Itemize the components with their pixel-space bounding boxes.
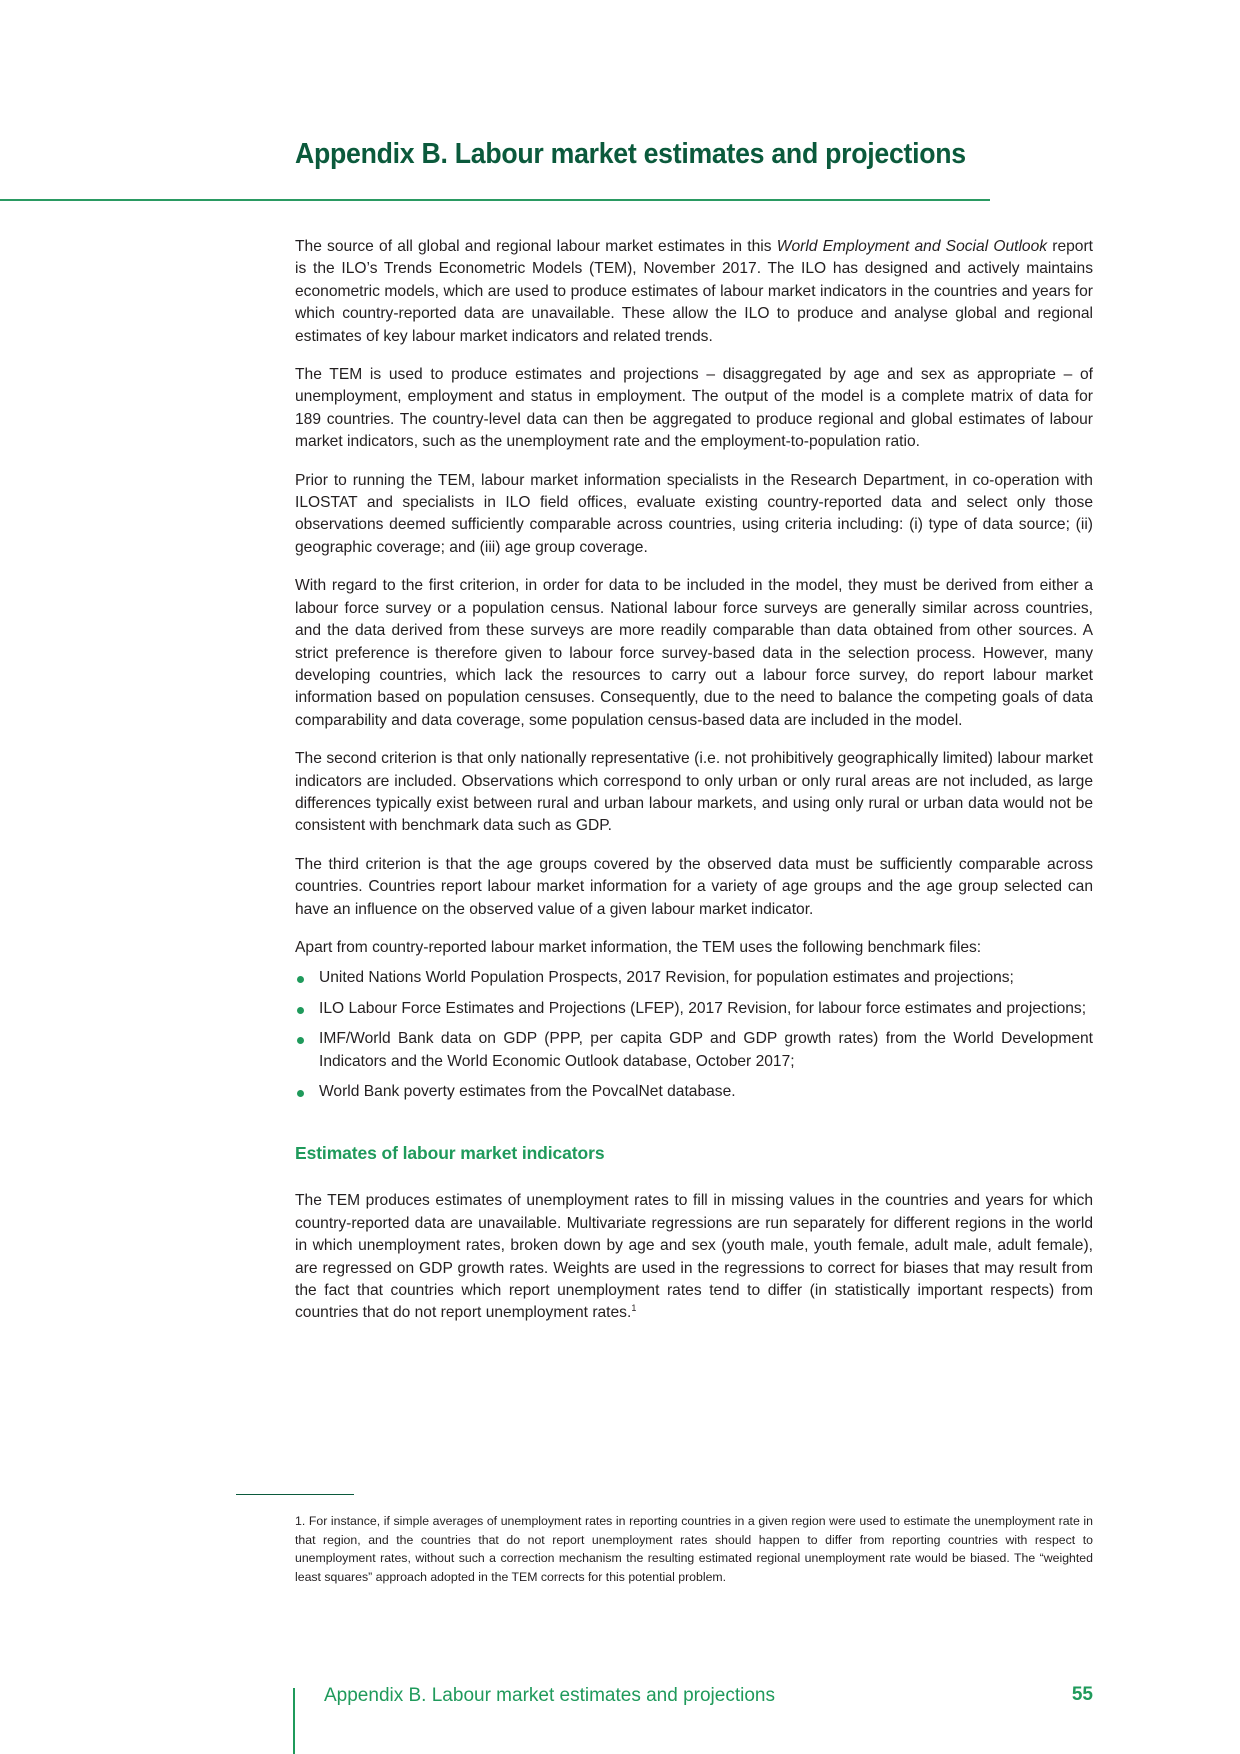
list-item-text: World Bank poverty estimates from the PovcalNet database. [319, 1083, 736, 1100]
list-item-text: United Nations World Population Prospects, 2017 Revision, for population estimates and projections; [319, 969, 1014, 987]
footnote: 1. For instance, if simple averages of unemployment rates in reporting countries in a given region were used to estimate the unemployment rate in that region, and the countries that do not report unemployment rates should happen to differ from reporting countries with respect to unemployment rates, without such a correction mechanism the resulting estimated regional unemployment rate would be biased. The “weighted least squares” approach adopted in the TEM corrects for this potential problem. [295, 1514, 1093, 1584]
list-item [295, 998, 1093, 1020]
list-item-text: ILO Labour Force Estimates and Projections (LFEP), 2017 Revision, for labour force estimates and projections; [319, 999, 1087, 1017]
title-divider [0, 199, 990, 201]
paragraph-second-criterion: The second criterion is that only nationally representative (i.e. not prohibitively geographically limited) labour market indicators are included. Observations which correspond to only urban or only rural areas are not included, as large differences typically exist between rural and urban labour markets, and using only rural or urban data would not be consistent with benchmark data such as GDP. [295, 750, 1093, 835]
paragraph-estimates-text: The TEM produces estimates of unemployment rates to fill in missing values in the countries and years for which country-reported data are unavailable. Multivariate regressions are run separately for different regions in the world in which unemployment rates, broken down by age and sex (youth male, youth female, adult male, adult female), are regressed on GDP growth rates. Weights are used in the regressions to correct for biases that may result from the fact that countries which report unemployment rates tend to differ (in statistically important respects) from countries that do not report unemployment rates. [295, 1192, 1093, 1322]
running-footer-title: Appendix B. Labour market estimates and projections [324, 1685, 775, 1706]
paragraph-intro [295, 236, 1093, 348]
paragraph-estimates [295, 1190, 1093, 1324]
paragraph-benchmark-intro: Apart from country-reported labour market information, the TEM uses the following benchmark files: [295, 938, 982, 956]
main-content [295, 236, 1093, 1341]
footer-divider [293, 1688, 295, 1754]
section-heading: Estimates of labour market indicators [295, 1143, 605, 1164]
page-number: 55 [1071, 1684, 1093, 1705]
paragraph-intro-text-end: report is the ILO’s Trends Econometric Models (TEM), November 2017. The ILO has designed and actively maintains econometric models, which are used to produce estimates of labour market indicators in the countries and years for which country-reported data are unavailable. These allow the ILO to produce and analyse global and regional estimates of key labour market indicators and related trends. [295, 238, 1093, 345]
bullet-icon [297, 1090, 304, 1097]
paragraph-first-criterion: With regard to the first criterion, in order for data to be included in the model, they must be derived from either a labour force survey or a population census. National labour force surveys are generally similar across countries, and the data derived from these surveys are more readily comparable than data obtained from other sources. A strict preference is therefore given to labour force survey-based data in the selection process. However, many developing countries, which lack the resources to carry out a labour force survey, do report labour market information based on population censuses. Consequently, due to the need to balance the competing goals of data comparability and data coverage, some population census-based data are included in the model. [295, 577, 1093, 729]
page-title: Appendix B. Labour market estimates and projections [295, 138, 966, 170]
list-item [295, 967, 1093, 989]
report-title-italic: World Employment and Social Outlook [776, 238, 1048, 255]
bullet-icon [297, 1007, 304, 1014]
benchmark-files-list [295, 967, 1093, 1103]
bullet-icon [297, 976, 304, 983]
footnote-divider [236, 1494, 354, 1495]
paragraph-data-selection: Prior to running the TEM, labour market information specialists in the Research Department, in co-operation with ILOSTAT and specialists in ILO field offices, evaluate existing country-reported data and select only those observations deemed sufficiently comparable across countries, using criteria including: (i) type of data source; (ii) geographic coverage; and (iii) age group coverage. [295, 471, 1093, 556]
paragraph-third-criterion: The third criterion is that the age groups covered by the observed data must be sufficiently comparable across countries. Countries report labour market information for a variety of age groups and the age group selected can have an influence on the observed value of a given labour market indicator. [295, 855, 1093, 918]
paragraph-intro-text-start: The source of all global and regional labour market estimates in this [295, 238, 777, 255]
footnote-reference[interactable]: 1 [631, 1303, 637, 1314]
list-item [295, 1081, 1093, 1103]
list-item-text: IMF/World Bank data on GDP (PPP, per capita GDP and GDP growth rates) from the World Development Indicators and the World Economic Outlook database, October 2017; [319, 1030, 1093, 1070]
list-item [295, 1028, 1093, 1073]
bullet-icon [297, 1037, 304, 1044]
paragraph-tem-output: The TEM is used to produce estimates and projections – disaggregated by age and sex as appropriate – of unemployment, employment and status in employment. The output of the model is a complete matrix of data for 189 countries. The country-level data can then be aggregated to produce regional and global estimates of labour market indicators, such as the unemployment rate and the employment-to-population ratio. [295, 366, 1093, 451]
